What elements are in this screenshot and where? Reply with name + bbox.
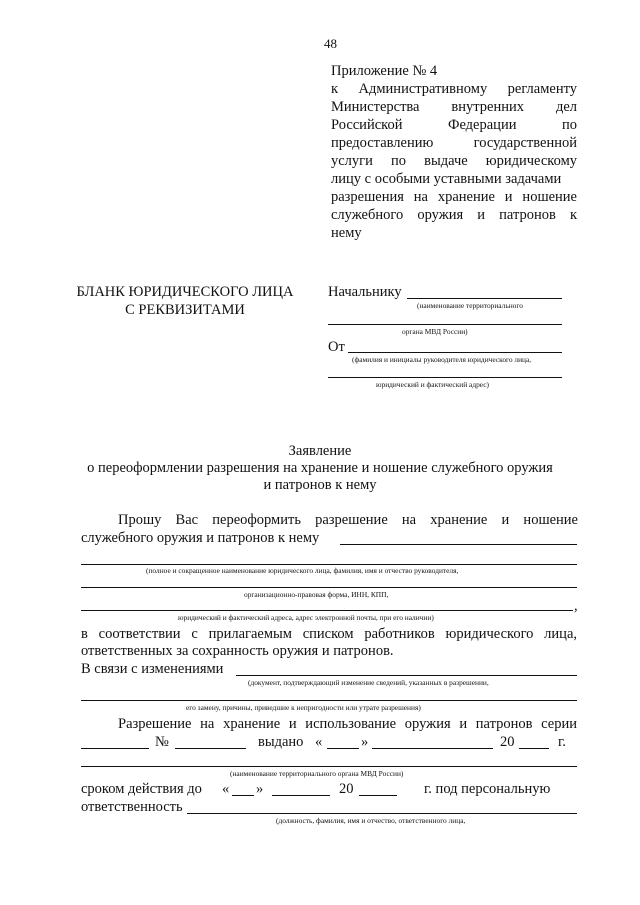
heading-title: Заявление bbox=[288, 443, 352, 459]
month-field-line[interactable] bbox=[372, 748, 493, 749]
form-field-line[interactable] bbox=[81, 587, 577, 588]
heading-subtitle-2: и патронов к нему bbox=[263, 477, 377, 493]
appendix-line: разрешения на хранение и ношение bbox=[331, 189, 577, 205]
validity-label: сроком действия до bbox=[81, 781, 202, 797]
letterhead-line1: БЛАНК ЮРИДИЧЕСКОГО ЛИЦА bbox=[76, 284, 294, 300]
appendix-line: к Административному регламенту bbox=[331, 81, 577, 97]
appendix-line: служебного оружия и патронов к bbox=[331, 207, 577, 223]
quote-close: » bbox=[361, 734, 369, 750]
to-label: Начальнику bbox=[328, 284, 402, 300]
address-caption: юридический и фактический адрес) bbox=[376, 380, 490, 389]
list-line-2: ответственных за сохранность оружия и патронов. bbox=[81, 643, 394, 659]
validity-year-line[interactable] bbox=[359, 795, 397, 796]
caption-organ: (наименование территориального органа МВД России) bbox=[230, 769, 404, 778]
changes-field-line[interactable] bbox=[236, 675, 577, 676]
appendix-line: лицу с особыми уставными задачами bbox=[331, 171, 562, 187]
trailing-comma: , bbox=[574, 598, 578, 614]
from-field-line[interactable] bbox=[348, 352, 562, 353]
validity-day-line[interactable] bbox=[232, 795, 254, 796]
heading-subtitle-1: о переоформлении разрешения на хранение и ношение служебного оружия bbox=[87, 460, 553, 476]
appendix-line: Министерства внутренних дел bbox=[331, 99, 577, 115]
org-caption: органа МВД России) bbox=[402, 327, 468, 336]
reason-field-line[interactable] bbox=[81, 700, 577, 701]
request-line-2: служебного оружия и патронов к нему bbox=[81, 530, 320, 546]
request-line-1: Прошу Вас переоформить разрешение на хранение и ношение bbox=[118, 512, 578, 528]
appendix-line: услуги по выдаче юридическому bbox=[331, 153, 577, 169]
year-prefix: 20 bbox=[500, 734, 515, 750]
to-caption: (наименование территориального bbox=[417, 301, 523, 310]
year-field-line[interactable] bbox=[519, 748, 549, 749]
caption-person: (должность, фамилия, имя и отчество, ответственного лица, bbox=[276, 816, 466, 825]
applicant-field-line[interactable] bbox=[340, 544, 577, 545]
to-field-line[interactable] bbox=[407, 298, 562, 299]
appendix-title: Приложение № 4 bbox=[331, 63, 438, 79]
num-sign: № bbox=[155, 734, 169, 750]
validity-month-line[interactable] bbox=[272, 795, 330, 796]
quote-open: « bbox=[315, 734, 323, 750]
caption-address: юридический и фактический адреса, адрес электронной почты, при его наличии) bbox=[178, 613, 434, 622]
personal-resp-tail: г. под персональную bbox=[424, 781, 551, 797]
issued-label: выдано bbox=[258, 734, 304, 750]
series-field-line[interactable] bbox=[81, 748, 149, 749]
from-label: От bbox=[328, 339, 345, 355]
organ-field-line[interactable] bbox=[81, 766, 577, 767]
validity-year-prefix: 20 bbox=[339, 781, 354, 797]
letterhead-line2: С РЕКВИЗИТАМИ bbox=[125, 302, 245, 318]
changes-label: В связи с изменениями bbox=[81, 661, 224, 677]
from-caption: (фамилия и инициалы руководителя юридического лица, bbox=[352, 355, 532, 364]
validity-quote-close: » bbox=[256, 781, 264, 797]
number-field-line[interactable] bbox=[175, 748, 246, 749]
permit-line-1: Разрешение на хранение и использование оружия и патронов серии bbox=[118, 716, 577, 732]
responsibility-label: ответственность bbox=[81, 799, 183, 815]
caption-reason: его замену, причины, приведшие к непригодности или утрате разрешения) bbox=[186, 703, 421, 712]
caption-form: организационно-правовая форма, ИНН, КПП, bbox=[244, 590, 389, 599]
appendix-line: Российской Федерации по bbox=[331, 117, 577, 133]
name-field-line[interactable] bbox=[81, 564, 577, 565]
page-number: 48 bbox=[324, 36, 337, 51]
list-line-1: в соответствии с прилагаемым списком работников юридического лица, bbox=[81, 626, 577, 642]
appendix-line: предоставлению государственной bbox=[331, 135, 577, 151]
day-field-line[interactable] bbox=[327, 748, 359, 749]
caption-name: (полное и сокращенное наименование юридического лица, фамилия, имя и отчество руководителя, bbox=[146, 566, 459, 575]
address-line[interactable] bbox=[81, 610, 573, 611]
caption-doc: (документ, подтверждающий изменение сведений, указанных в разрешении, bbox=[248, 678, 489, 687]
validity-quote-open: « bbox=[222, 781, 230, 797]
org-field-line[interactable] bbox=[328, 324, 562, 325]
year-suffix: г. bbox=[558, 734, 566, 750]
address-field-line[interactable] bbox=[328, 377, 562, 378]
appendix-line: нему bbox=[331, 225, 362, 241]
person-field-line[interactable] bbox=[187, 813, 577, 814]
